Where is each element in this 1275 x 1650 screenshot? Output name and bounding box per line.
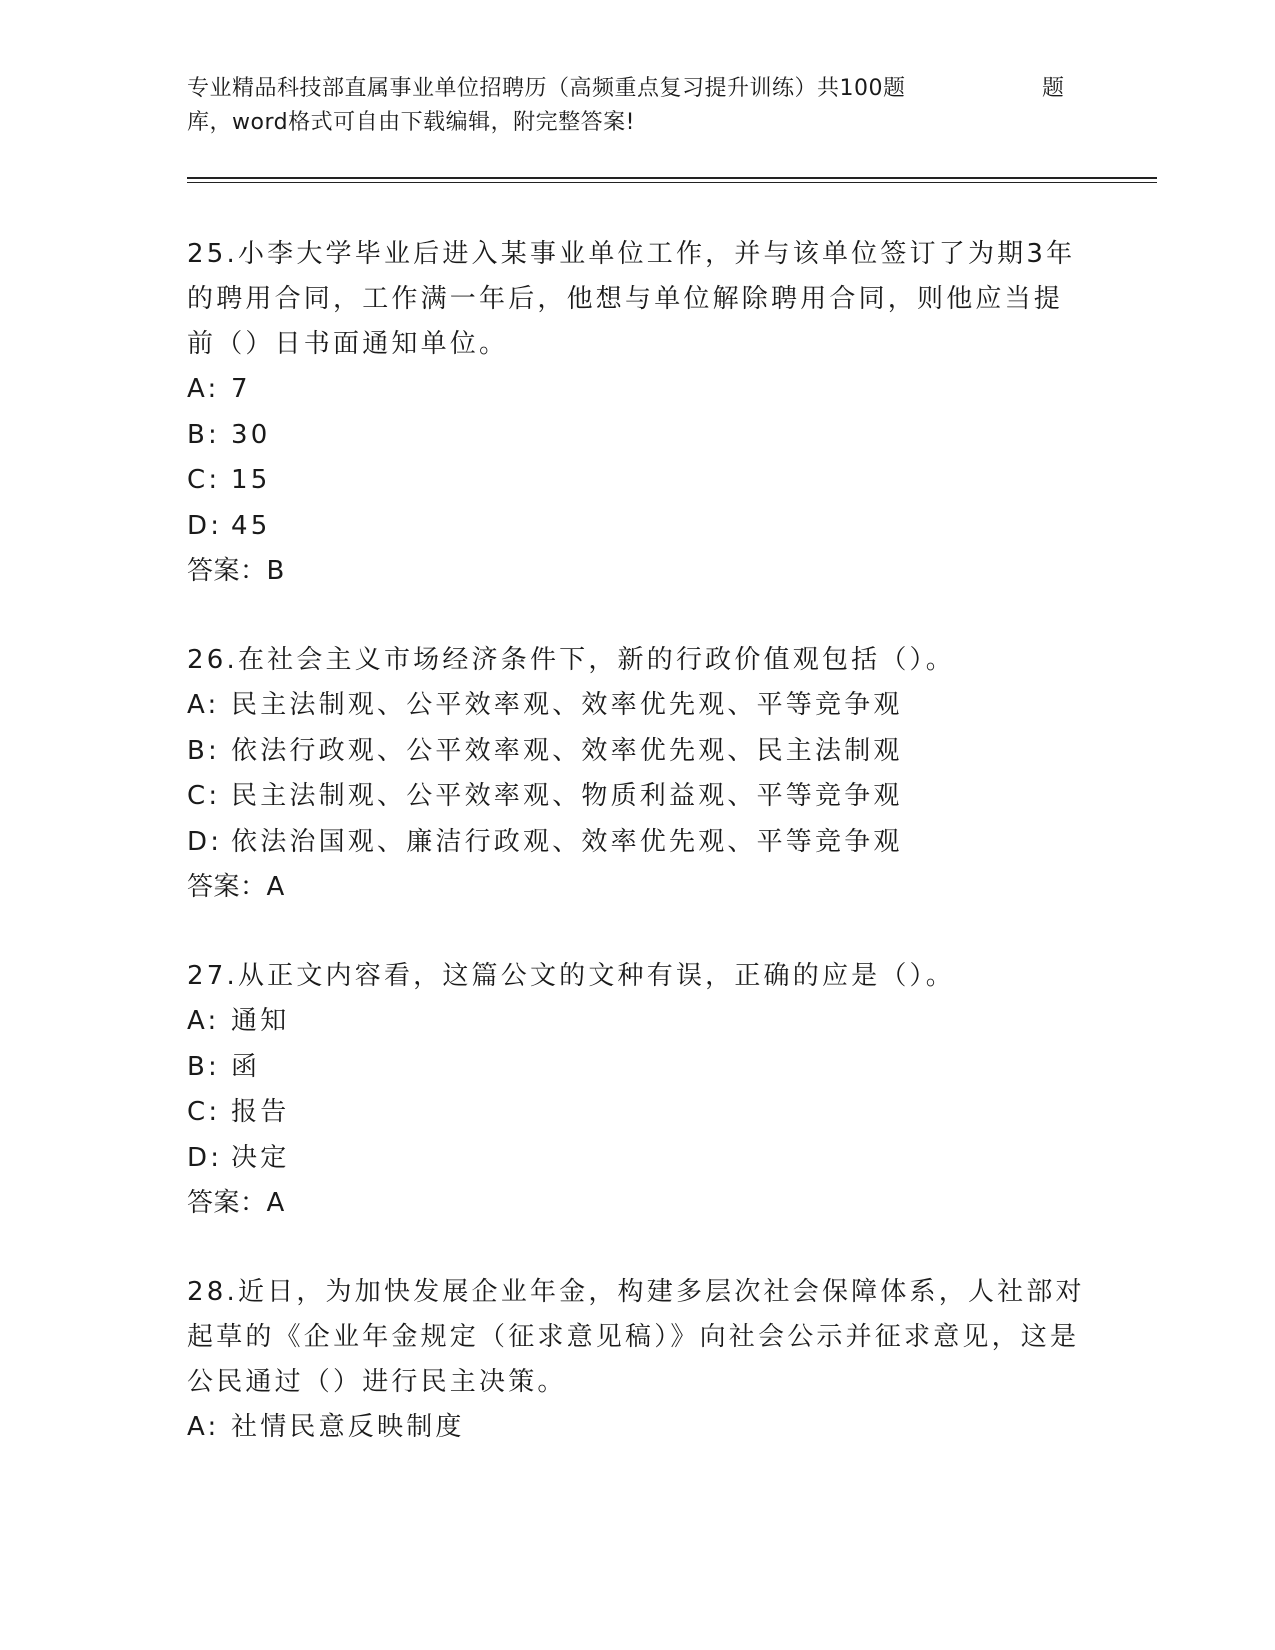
option-key: A: bbox=[187, 1412, 220, 1442]
option-key: C: bbox=[187, 465, 221, 495]
question-stem: 25.小李大学毕业后进入某事业单位工作，并与该单位签订了为期3年的聘用合同，工作满一年后，他想与单位解除聘用合同，则他应当提前（）日书面通知单位。 bbox=[187, 239, 1076, 359]
option-text: 决定 bbox=[231, 1142, 290, 1173]
option-a bbox=[187, 683, 1087, 729]
question-26 bbox=[187, 638, 1087, 910]
header-title-line1 bbox=[187, 72, 1087, 106]
option-c bbox=[187, 774, 1087, 820]
option-text: 通知 bbox=[231, 1006, 290, 1036]
option-c bbox=[187, 1090, 1087, 1136]
option-d bbox=[187, 820, 1087, 866]
option-text: 依法行政观、公平效率观、效率优先观、民主法制观 bbox=[231, 735, 903, 766]
option-key: D: bbox=[187, 510, 223, 541]
header-title-line2: 库，word格式可自由下载编辑，附完整答案! bbox=[187, 110, 635, 135]
option-text: 社情民意反映制度 bbox=[231, 1412, 465, 1442]
option-a bbox=[187, 1405, 1087, 1451]
option-c bbox=[187, 458, 1087, 504]
header-divider bbox=[187, 177, 1157, 183]
option-b bbox=[187, 729, 1087, 775]
option-key: A: bbox=[187, 374, 220, 404]
option-key: B: bbox=[187, 1051, 220, 1082]
option-a bbox=[187, 367, 1087, 413]
option-text: 报告 bbox=[231, 1097, 290, 1127]
option-b bbox=[187, 413, 1087, 459]
option-key: A: bbox=[187, 1006, 220, 1036]
option-key: D: bbox=[187, 1142, 223, 1173]
question-stem: 27.从正文内容看，这篇公文的文种有误，正确的应是（）。 bbox=[187, 961, 955, 991]
question-28 bbox=[187, 1270, 1087, 1451]
answer-label: 答案：B bbox=[187, 556, 285, 586]
question-25 bbox=[187, 232, 1087, 594]
option-text: 函 bbox=[231, 1051, 261, 1082]
option-text: 依法治国观、廉洁行政观、效率优先观、平等竞争观 bbox=[231, 826, 903, 857]
question-27 bbox=[187, 954, 1087, 1226]
option-text: 15 bbox=[231, 465, 271, 495]
answer-label: 答案：A bbox=[187, 1188, 285, 1218]
page-header bbox=[187, 72, 1087, 140]
header-title-text: 专业精品科技部直属事业单位招聘历（高频重点复习提升训练）共100题 bbox=[187, 76, 906, 101]
option-key: C: bbox=[187, 1097, 221, 1127]
question-stem: 28.近日，为加快发展企业年金，构建多层次社会保障体系，人社部对起草的《企业年金规定（征求意见稿）》向社会公示并征求意见，这是公民通过（）进行民主决策。 bbox=[187, 1277, 1085, 1397]
option-b bbox=[187, 1045, 1087, 1091]
option-text: 45 bbox=[231, 510, 271, 541]
question-list bbox=[187, 232, 1087, 1495]
option-key: B: bbox=[187, 419, 220, 450]
option-key: D: bbox=[187, 826, 223, 857]
option-text: 民主法制观、公平效率观、效率优先观、平等竞争观 bbox=[231, 690, 903, 720]
header-title-tail: 题 bbox=[1042, 76, 1065, 101]
answer-label: 答案：A bbox=[187, 872, 285, 902]
option-key: B: bbox=[187, 735, 220, 766]
option-d bbox=[187, 504, 1087, 550]
option-text: 7 bbox=[231, 374, 251, 404]
option-d bbox=[187, 1136, 1087, 1182]
option-a bbox=[187, 999, 1087, 1045]
option-key: C: bbox=[187, 781, 221, 811]
option-text: 30 bbox=[231, 419, 271, 450]
option-key: A: bbox=[187, 690, 220, 720]
option-text: 民主法制观、公平效率观、物质利益观、平等竞争观 bbox=[231, 781, 903, 811]
question-stem: 26.在社会主义市场经济条件下，新的行政价值观包括（）。 bbox=[187, 645, 955, 675]
